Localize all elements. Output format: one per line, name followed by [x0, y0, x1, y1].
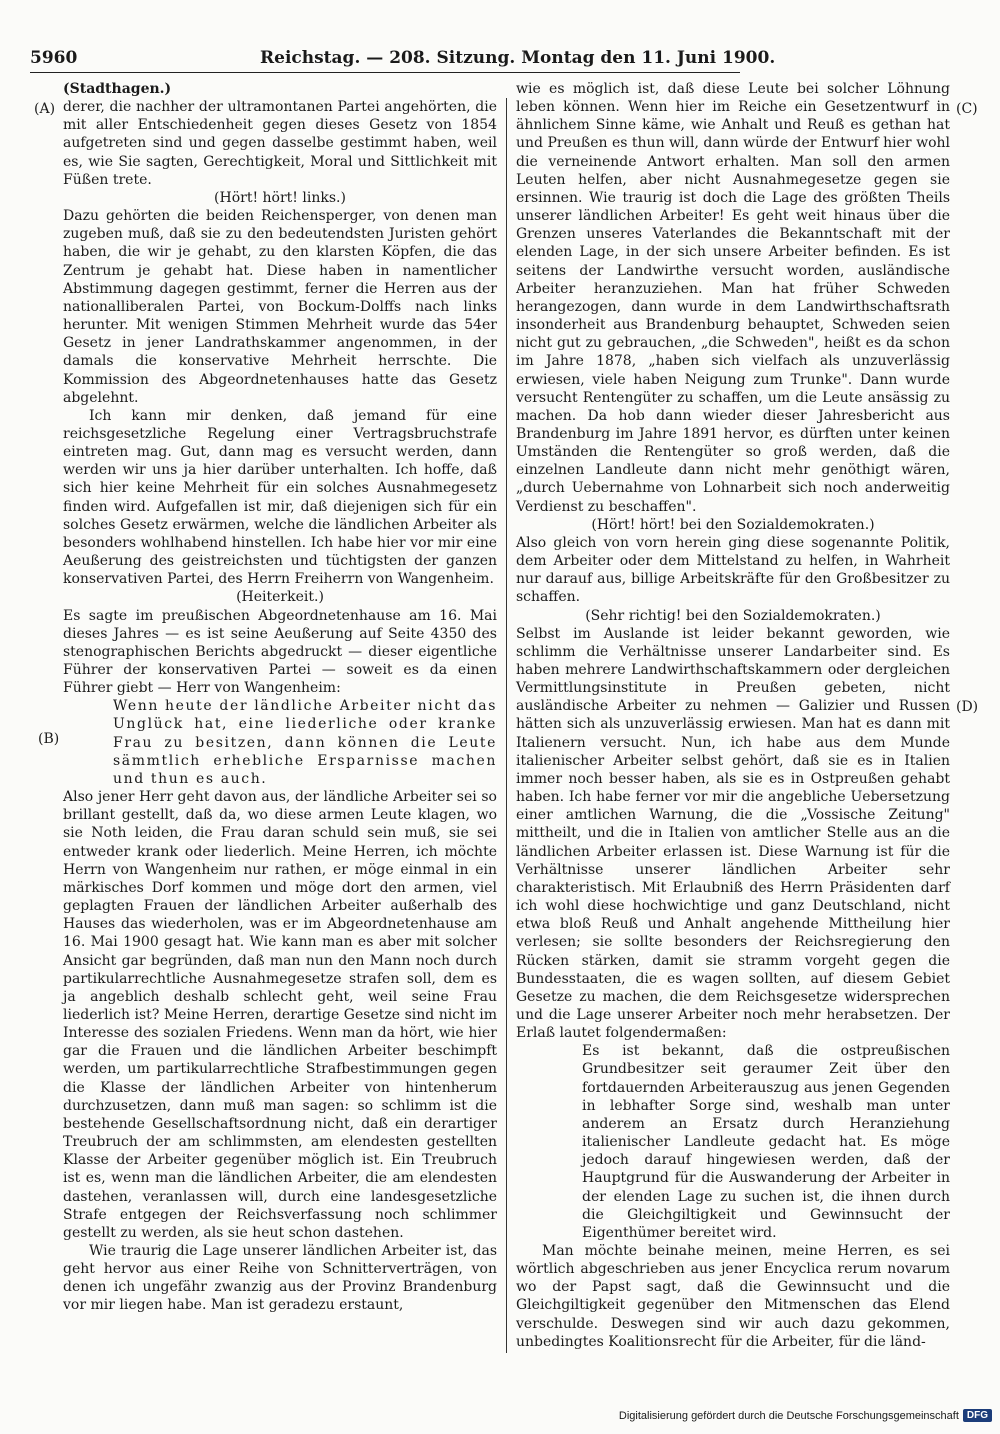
interjection: (Sehr richtig! bei den Sozialdemokraten.)	[585, 607, 881, 624]
paragraph: Dazu gehörten die beiden Reichensperger, von denen man zugeben muß, daß sie zu den bedeutendsten Juristen gehört haben, die wir je gehabt, zu den klarsten Köpfen, die das Zentrum je gehabt hat. Diese haben in namentlicher Abstimmung dagegen gestimmt, ferner die Herren aus der nationalliberalen Partei, von Bockum-Dolffs nach links herunter. Mit wenigen Stimmen Mehrheit wurde das 54er Gesetz in jener Landrathskammer angenommen, in der damals die konservative Mehrheit herrschte. Die Kommission des Abgeordnetenhauses hatte das Gesetz abgelehnt.	[63, 208, 497, 406]
left-column	[63, 80, 497, 1315]
interjection: (Hört! hört! links.)	[214, 189, 346, 206]
quotation: Es ist bekannt, daß die ostpreußischen Grundbesitzer seit geraumer Zeit über den fortdauernden Arbeiterauszug aus jenen Gegenden in lebhafter Sorge sind, weshalb man unter anderem an Ersatz durch Heranziehung italienischer Landleute gedacht hat. Es möge jedoch darauf hingewiesen werden, daß der Hauptgrund für die Auswanderung der Arbeiter in der elenden Lage zu suchen ist, die ihnen durch die Gleichgiltigkeit und Gewinnsucht der Eigenthümer bereitet wird.	[582, 1043, 950, 1241]
paragraph: Wie traurig die Lage unserer ländlichen Arbeiter ist, das geht hervor aus einer Reihe von Schnitterverträgen, von denen ich ungefähr zwanzig aus der Provinz Brandenburg vor mir liegen habe. Man ist geradezu erstaunt,	[63, 1243, 497, 1314]
interjection: (Heiterkeit.)	[236, 589, 324, 606]
column-divider	[506, 98, 507, 1353]
margin-marker-a: (A)	[34, 101, 56, 117]
credit-text: Digitalisierung gefördert durch die Deutsche Forschungsgemeinschaft	[618, 1409, 959, 1422]
digitization-credit	[619, 1409, 992, 1422]
right-column	[516, 80, 950, 1351]
paragraph: Also gleich von vorn herein ging diese sogenannte Politik, dem Arbeiter oder dem Mittelstand zu helfen, in Wahrheit nur darauf aus, billige Arbeitskräfte für den Großbesitzer zu schaffen.	[516, 534, 950, 606]
running-header	[30, 46, 776, 73]
paragraph: Also jener Herr geht davon aus, der ländliche Arbeiter sei so brillant gestellt, daß da, wo diese armen Leute klagen, wo sie Noth leiden, die Frau daran schuld sein muß, sie sei entweder krank oder liederlich. Meine Herren, ich möchte Herrn von Wangenheim nur rathen, er möge einmal in ein märkisches Dorf kommen und möge dort den armen, viel geplagten Frauen der ländlichen Arbeiter außerhalb des Hauses das wiederholen, was er im Abgeordnetenhause am 16. Mai 1900 gesagt hat. Wie kann man es aber mit solcher Ansicht gar begründen, daß man nun den Mann noch durch partikularrechtliche Ausnahmegesetze strafen soll, dem es ja angeblich deshalb schlecht geht, weil seine Frau liederlich ist? Meine Herren, derartige Gesetze sind nicht im Interesse des sozialen Friedens. Wenn man da hört, wie hier gar die Frauen und die ländlichen Arbeiter beschimpft werden, um partikularrechtliche Strafbestimmungen gegen die Klasse der ländlichen Arbeiter von hintenherum durchzusetzen, dann muß man sagen: so schlimm ist die bestehende Gesellschaftsordnung nicht, daß ein derartiger Treubruch der am schlimmsten, am elendesten gestellten Klasse der Arbeiter gegenüber möglich ist. Ein Treubruch ist es, wenn man die ländlichen Arbeiter, die am elendesten dastehen, veranlassen will, durch eine landesgesetzliche Strafe entgegen der Reichsverfassung noch schlimmer gestellt zu werden, als sie heut schon dastehen.	[63, 789, 497, 1241]
margin-marker-d: (D)	[956, 699, 979, 715]
margin-marker-b: (B)	[38, 731, 60, 747]
paragraph: derer, die nachher der ultramontanen Partei angehörten, die mit aller Entschiedenheit gegen dieses Gesetz von 1854 aufgetreten sind und gegen dasselbe gestimmt haben, weil es, wie Sie sagten, Gerechtigkeit, Moral und Sittlichkeit mit Füßen trete.	[63, 99, 497, 188]
paragraph: Es sagte im preußischen Abgeordnetenhause am 16. Mai dieses Jahres — es ist seine Aeußerung auf Seite 4350 des stenographischen Berichts abgedruckt — dieser eigentliche Führer der konservativen Partei — soweit es da einen Führer giebt — Herr von Wangenheim:	[63, 607, 497, 697]
paragraph: Ich kann mir denken, daß jemand für eine reichsgesetzliche Regelung einer Vertragsbruchstrafe eintreten mag. Gut, dann mag es versucht werden, dann werden wir uns ja hier darüber unterhalten. Ich hoffe, daß sich hier keine Mehrheit für ein solches Ausnahmegesetz finden wird. Aufgefallen ist mir, daß diejenigen sich für ein solches Gesetz erwärmen, welche die ländlichen Arbeiter als besonders wohlhabend hinstellen. Ich habe hier vor mir eine Aeußerung des geistreichsten und tüchtigsten der ganzen konservativen Partei, des Herrn Freiherrn von Wangenheim.	[63, 407, 497, 588]
page-number: 5960	[30, 48, 78, 68]
margin-marker-c: (C)	[956, 101, 978, 117]
speaker-name: (Stadthagen.)	[63, 81, 172, 97]
dfg-logo: DFG	[963, 1409, 992, 1422]
interjection: (Hört! hört! bei den Sozialdemokraten.)	[591, 516, 875, 533]
paragraph: Selbst im Auslande ist leider bekannt geworden, wie schlimm die Verhältnisse unserer Landarbeiter sind. Es haben mehrere Landwirthschaftskammern oder dergleichen Vermittlungsinstitute in Preußen gebeten, nicht ausländische Arbeiter zu nehmen — Galizier und Russen hätten sich als unzuverlässig erwiesen. Man hat es dann mit Italienern versucht. Nun, ich habe aus dem Munde italienischer Arbeiter selbst gehört, daß sie es in Italien immer noch besser haben, als sie es in Ostpreußen gehabt haben. Ich habe ferner vor mir die angebliche Uebersetzung einer amtlichen Warnung, die die „Vossische Zeitung" mittheilt, und die in Italien von amtlicher Stelle aus an die ländlichen Arbeiter erlassen ist. Diese Warnung ist für die Verhältnisse unserer ländlichen Arbeiter sehr charakteristisch. Mit Erlaubniß des Herrn Präsidenten darf ich wohl diese hochwichtige und ganz Deutschland, nicht etwa bloß Reuß und Anhalt angehende Mittheilung hier verlesen; sie sollte besonders der Reichsregierung den Rücken stärken, damit sie stramm vorgeht gegen die Bundesstaaten, die es wagen sollten, auf diesem Gebiet Gesetze zu machen, die dem Reichsgesetze widersprechen und die Lage unserer Arbeiter noch mehr herabsetzen. Der Erlaß lautet folgendermaßen:	[516, 625, 950, 1042]
paragraph: Man möchte beinahe meinen, meine Herren, es sei wörtlich abgeschrieben aus jener Encyclica rerum novarum wo der Papst sagt, daß die Gewinnsucht und die Gleichgiltigkeit gegenüber den Mitmenschen das Elend verschulde. Deswegen sind wir auch dazu gekommen, unbedingtes Koalitionsrecht für die Arbeiter, für die länd-	[516, 1243, 950, 1350]
quotation: Wenn heute der ländliche Arbeiter nicht das Unglück hat, eine liederliche oder kranke Frau zu besitzen, dann können die Leute sämmtlich erhebliche Ersparnisse machen und thun es auch.	[113, 698, 497, 787]
paragraph: wie es möglich ist, daß diese Leute bei solcher Löhnung leben können. Wenn hier im Reiche ein Gesetzentwurf in ähnlichem Sinne käme, wie Anhalt und Reuß es gethan hat und Preußen es thun will, dann würde der Entwurf hier wohl die verneinende Antwort erhalten. Man soll den armen Leuten helfen, aber nicht Ausnahmegesetze gegen sie ersinnen. Wie traurig ist doch die Lage des größten Theils unserer ländlichen Arbeiter! Es geht weit hinaus über die Grenzen unseres Vaterlandes die Bekanntschaft mit der elenden Lage, in der sich unsere Arbeiter befinden. Es ist seitens der Landwirthe versucht worden, ausländische Arbeiter heranzuziehen. Man hat früher Schweden herangezogen, dann wurde in dem Landwirthschaftsrath insonderheit aus Brandenburg behauptet, Schweden seien nicht gut zu gebrauchen, „die Schweden", heißt es da schon im Jahre 1878, „haben sich vielfach als unzuverlässig erwiesen, viele haben Neigung zum Trunke". Dann wurde versucht Rentengüter zu schaffen, um die Leute ansässig zu machen. Da hob dann wieder dieser Jahresbericht aus Brandenburg im Jahre 1891 hervor, es dürften unter keinen Umständen die Rentengüter so groß werden, daß die einzelnen Landleute dann nicht mehr genöthigt wären, „durch Uebernahme von Lohnarbeit sich noch anderweitig Verdienst zu beschaffen".	[516, 81, 950, 515]
running-title: Reichstag. — 208. Sitzung. Montag den 11. Juni 1900.	[260, 48, 776, 68]
